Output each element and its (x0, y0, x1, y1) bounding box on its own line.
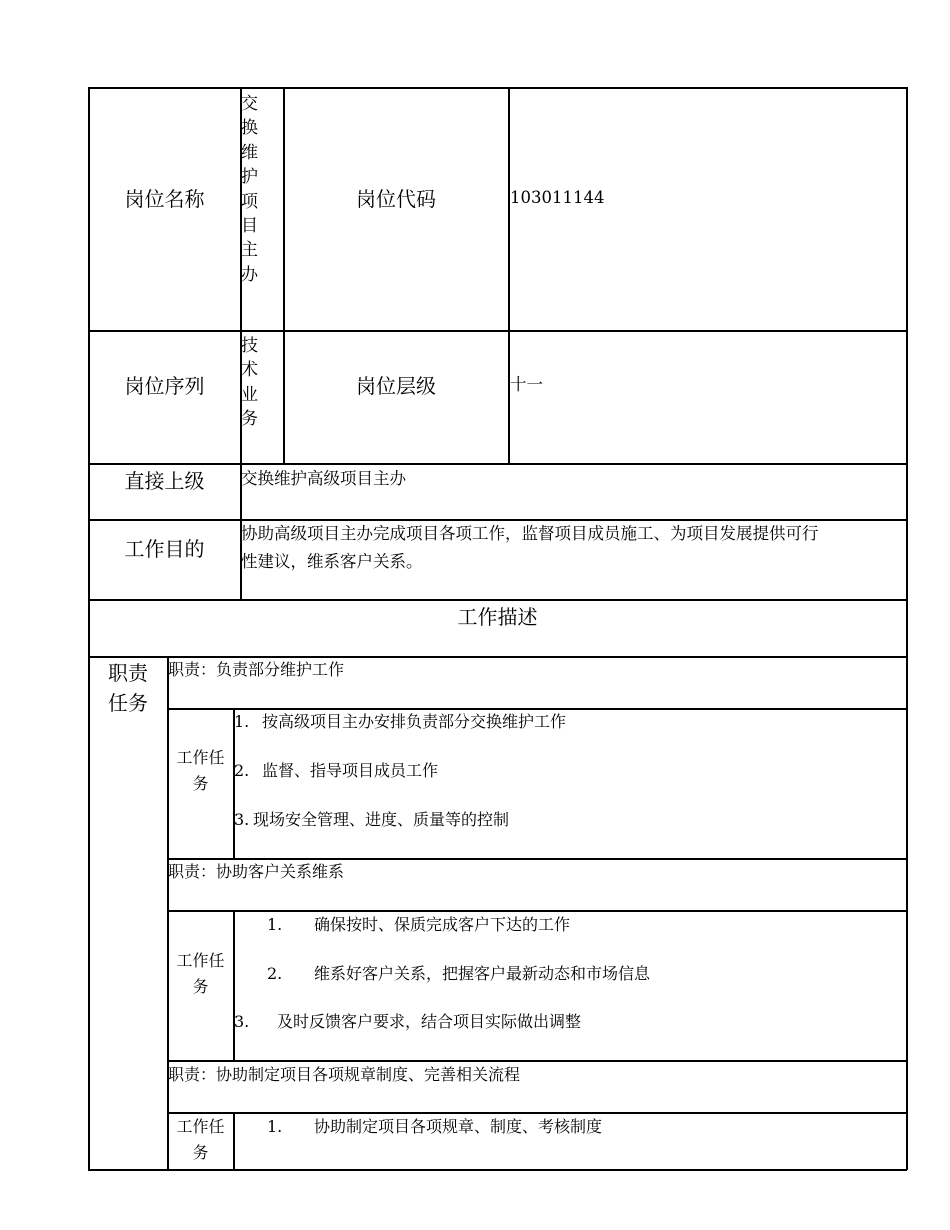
purpose-label: 工作目的 (124, 537, 205, 561)
table-border-top (88, 87, 907, 89)
position-code-value: 103011144 (510, 188, 605, 207)
row-divider (167, 910, 907, 912)
duties-label-line-2: 任务 (108, 691, 148, 715)
position-code-label: 岗位代码 (356, 187, 436, 211)
position-name-label: 岗位名称 (124, 187, 205, 211)
task-number: 2. (267, 964, 283, 983)
row-divider (167, 858, 907, 860)
column-divider (283, 87, 285, 464)
task-label-line-2: 务 (192, 774, 209, 793)
task-text: 维系好客户关系，把握客户最新动态和市场信息 (314, 964, 651, 983)
supervisor-value: 交换维护高级项目主办 (241, 469, 406, 488)
task-label-line-2: 务 (192, 1143, 209, 1162)
task-number: 2. (234, 761, 250, 780)
row-divider (167, 1060, 907, 1062)
task-label-line-1: 工作任 (176, 748, 225, 767)
column-divider (233, 910, 235, 1061)
column-divider (233, 1112, 235, 1170)
description-header: 工作描述 (457, 605, 538, 629)
row-divider (167, 708, 907, 710)
task-number: 3. (234, 1012, 250, 1031)
column-divider (167, 656, 169, 1170)
column-divider (508, 87, 510, 464)
task-text: 现场安全管理、进度、质量等的控制 (253, 810, 510, 829)
supervisor-label: 直接上级 (124, 469, 205, 493)
task-number: 3. (234, 810, 250, 829)
duty-title: 职责：协助制定项目各项规章制度、完善相关流程 (168, 1065, 521, 1084)
task-number: 1. (267, 1117, 283, 1136)
task-label-line-1: 工作任 (176, 1117, 225, 1136)
duty-title: 职责：协助客户关系维系 (168, 862, 345, 881)
duties-label-line-1: 职责 (108, 661, 148, 685)
row-divider (88, 519, 907, 521)
purpose-line-2: 性建议，维系客户关系。 (241, 552, 423, 571)
duty-title: 职责：负责部分维护工作 (168, 660, 345, 679)
task-label-line-2: 务 (192, 977, 209, 996)
row-divider (88, 656, 907, 658)
series-value: 技 术 业 务 (241, 336, 258, 430)
table-border-right (906, 87, 908, 1170)
task-text: 及时反馈客户要求，结合项目实际做出调整 (277, 1012, 582, 1031)
position-name-value: 交 换 维 护 项 目 主 办 (241, 94, 258, 285)
task-text: 协助制定项目各项规章、制度、考核制度 (314, 1117, 603, 1136)
task-number: 1. (267, 915, 283, 934)
level-value: 十一 (510, 375, 543, 394)
purpose-line-1: 协助高级项目主办完成项目各项工作，监督项目成员施工、为项目发展提供可行 (241, 524, 819, 543)
level-label: 岗位层级 (356, 374, 436, 398)
row-divider (167, 1112, 907, 1114)
table-border-bottom (88, 1169, 907, 1171)
row-divider (88, 599, 907, 601)
task-text: 按高级项目主办安排负责部分交换维护工作 (262, 712, 567, 731)
row-divider (88, 330, 907, 332)
task-number: 1. (234, 712, 250, 731)
row-divider (88, 463, 907, 465)
task-text: 监督、指导项目成员工作 (262, 761, 439, 780)
series-label: 岗位序列 (124, 374, 205, 398)
task-label-line-1: 工作任 (176, 951, 225, 970)
task-text: 确保按时、保质完成客户下达的工作 (314, 915, 571, 934)
table-border-left (88, 87, 90, 1170)
